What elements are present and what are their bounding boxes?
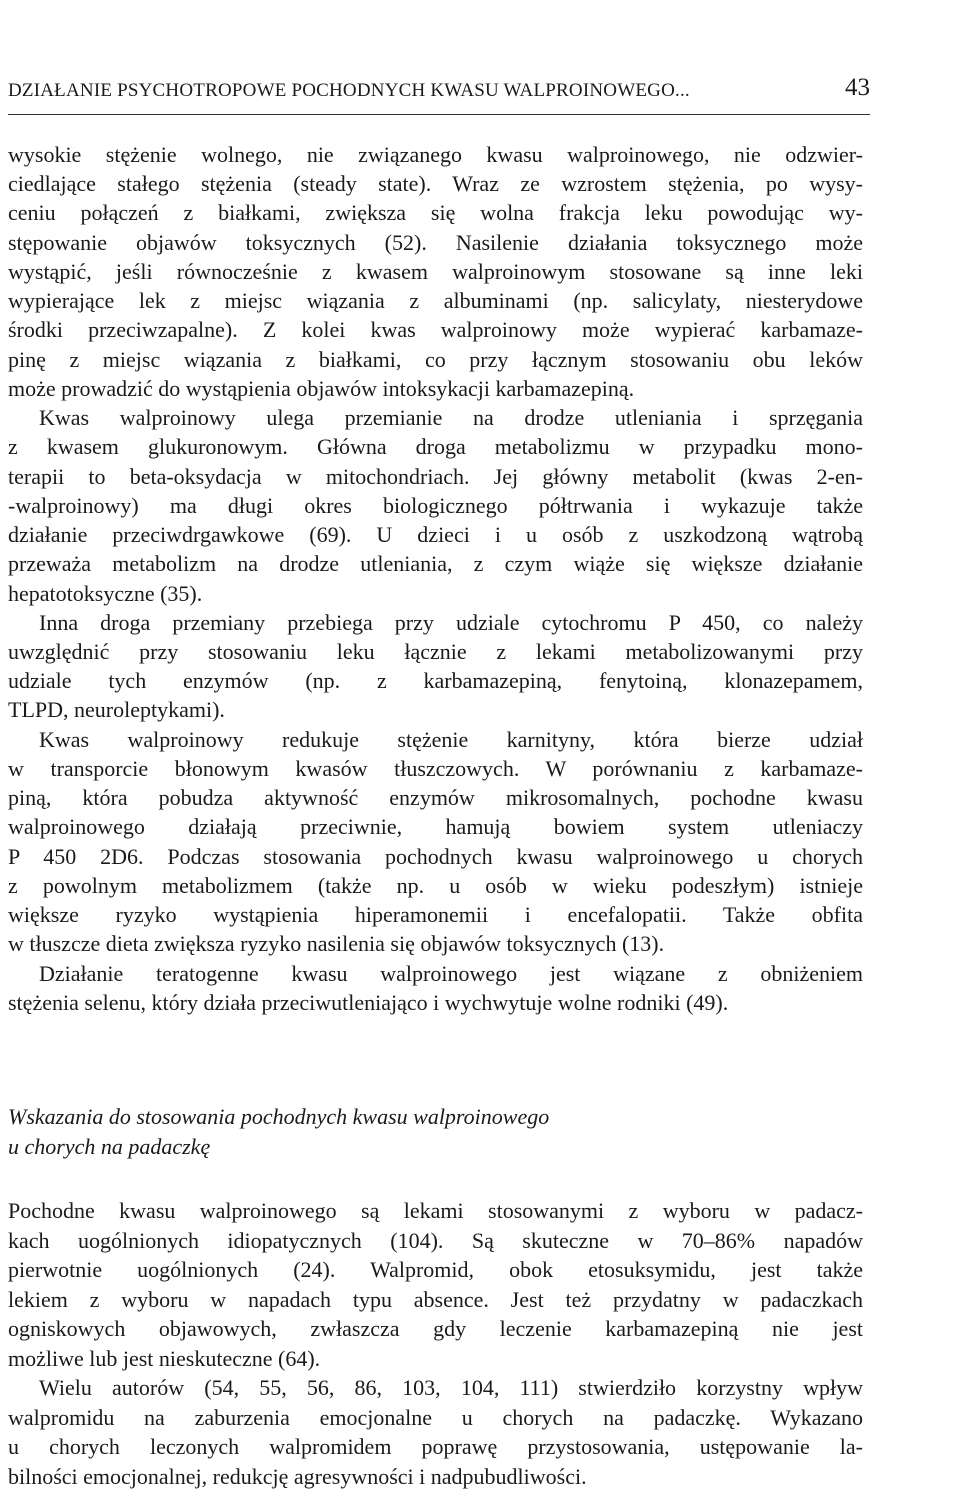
text-line: Wielu autorów (54, 55, 56, 86, 103, 104, 111) stwierdziło korzystny wpływ <box>39 1375 863 1401</box>
text-line: Pochodne kwasu walproinowego są lekami stosowanymi z wyboru w padacz- <box>8 1198 863 1223</box>
body-text-lower <box>8 1196 863 1491</box>
text-line: u chorych leczonych walpromidem poprawę przystosowania, ustępowanie la- <box>8 1434 863 1460</box>
text-line: ceniu połączeń z białkami, zwiększa się wolna frakcja leku powodując wy- <box>8 200 863 226</box>
text-line: przeważa metabolizm na drodze utleniania, z czym wiąże się większe działanie <box>8 551 863 577</box>
text-line: P 450 2D6. Podczas stosowania pochodnych kwasu walproinowego u chorych <box>8 843 863 869</box>
text-line: środki przeciwzapalne). Z kolei kwas walproinowy może wypierać karbamaze- <box>8 317 863 343</box>
running-title: DZIAŁANIE PSYCHOTROPOWE POCHODNYCH KWASU WALPROINOWEGO... <box>8 80 690 101</box>
text-line: TLPD, neuroleptykami). <box>8 697 225 723</box>
text-line: działanie przeciwdrgawkowe (69). U dzieci i u osób z uszkodzoną wątrobą <box>8 522 863 548</box>
text-line: bilności emocjonalnej, redukcję agresywności i nadpubudliwości. <box>8 1463 587 1489</box>
text-line: większe ryzyko wystąpienia hiperamonemii i encefalopatii. Także obfita <box>8 902 863 928</box>
text-line: w tłuszcze dieta zwiększa ryzyko nasilenia się objawów toksycznych (13). <box>8 931 665 957</box>
text-line: wysokie stężenie wolnego, nie związanego kwasu walproinowego, nie odzwier- <box>8 142 863 167</box>
text-line: -walproinowy) ma długi okres biologicznego półtrwania i wykazuje także <box>8 492 863 518</box>
text-line: piną, która pobudza aktywność enzymów mikrosomalnych, pochodne kwasu <box>8 785 863 811</box>
text-line: możliwe lub jest nieskuteczne (64). <box>8 1345 321 1371</box>
text-line: ciedlające stałego stężenia (steady state). Wraz ze wzrostem stężenia, po wysy- <box>8 171 863 197</box>
text-line: terapii to beta-oksydacja w mitochondriach. Jej główny metabolit (kwas 2-en- <box>8 463 863 489</box>
text-line: uwzględnić przy stosowaniu leku łącznie z lekami metabolizowanymi przy <box>8 638 863 664</box>
text-line: z kwasem glukuronowym. Główna droga metabolizmu w przypadku mono- <box>8 434 863 460</box>
text-line: stępowanie objawów toksycznych (52). Nasilenie działania toksycznego może <box>8 229 863 255</box>
section-heading <box>8 1102 863 1162</box>
section-heading-line: Wskazania do stosowania pochodnych kwasu walproinowego <box>8 1104 550 1129</box>
text-line: stężenia selenu, który działa przeciwutleniająco i wychwytuje wolne rodniki (49). <box>8 989 729 1015</box>
text-line: walproinowego działają przeciwnie, hamują bowiem system utleniaczy <box>8 814 863 840</box>
text-line: Kwas walproinowy redukuje stężenie karnityny, która bierze udział <box>39 726 863 752</box>
text-line: w transporcie błonowym kwasów tłuszczowych. W porównaniu z karbamaze- <box>8 755 863 781</box>
text-line: z powolnym metabolizmem (także np. u osób w wieku podeszłym) istnieje <box>8 872 863 898</box>
text-line: Kwas walproinowy ulega przemianie na drodze utleniania i sprzęgania <box>39 405 863 431</box>
text-line: Inna droga przemiany przebiega przy udziale cytochromu P 450, co należy <box>39 609 863 635</box>
text-line: Działanie teratogenne kwasu walproinowego jest wiązane z obniżeniem <box>39 960 863 986</box>
text-line: pinę z miejsc wiązania z białkami, co przy łącznym stosowaniu obu leków <box>8 346 863 372</box>
section-heading-line: u chorych na padaczkę <box>8 1134 211 1159</box>
text-line: udziale tych enzymów (np. z karbamazepiną, fenytoiną, klonazepamem, <box>8 668 863 694</box>
text-line: walpromidu na zaburzenia emocjonalne u chorych na padaczkę. Wykazano <box>8 1404 863 1430</box>
text-line: pierwotnie uogólnionych (24). Walpromid, obok etosuksymidu, jest także <box>8 1257 863 1283</box>
text-line: hepatotoksyczne (35). <box>8 580 203 606</box>
text-line: kach uogólnionych idiopatycznych (104). Są skuteczne w 70–86% napadów <box>8 1227 863 1253</box>
running-header <box>8 74 870 115</box>
text-line: lekiem z wyboru w napadach typu absence. Jest też przydatny w padaczkach <box>8 1286 863 1312</box>
page-number: 43 <box>845 74 870 101</box>
text-line: może prowadzić do wystąpienia objawów intoksykacji karbamazepiną. <box>8 375 635 401</box>
text-line: ogniskowych objawowych, zwłaszcza gdy leczenie karbamazepiną nie jest <box>8 1316 863 1342</box>
text-line: wypierające lek z miejsc wiązania z albuminami (np. salicylaty, niesterydowe <box>8 288 863 314</box>
text-line: wystąpić, jeśli równocześnie z kwasem walproinowym stosowane są inne leki <box>8 258 863 284</box>
body-text-upper <box>8 140 863 1017</box>
